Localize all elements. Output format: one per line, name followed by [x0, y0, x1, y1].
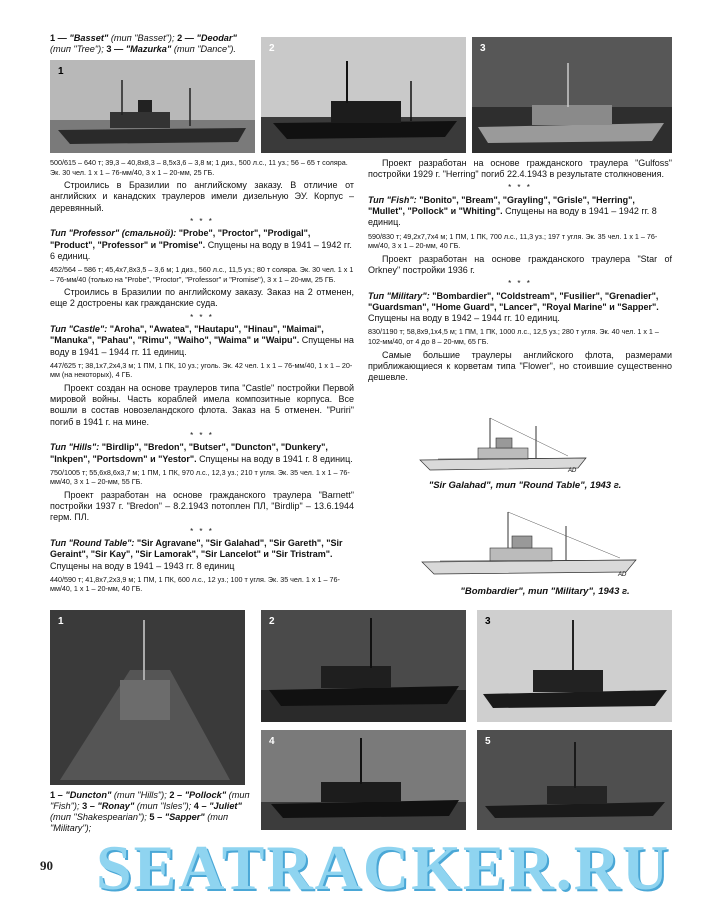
- caption-number: 2 –: [169, 790, 183, 800]
- photo-sapper: [477, 730, 672, 830]
- ship-silhouette-icon: [50, 610, 245, 785]
- photo-ronay: [477, 610, 672, 722]
- section-divider: * * *: [190, 526, 214, 536]
- launch-info: Спущены на воду в 1941 – 1942 гг. 6 единиц.: [50, 239, 352, 261]
- heading-hills: [50, 442, 354, 464]
- artist-mark: AD: [568, 468, 577, 474]
- watermark: SEATRACKER.RU: [96, 832, 671, 903]
- photo-number: 2: [269, 43, 275, 54]
- heading-round-table: [50, 538, 354, 572]
- ship-silhouette-icon: [477, 610, 672, 722]
- ship-drawing-icon: [418, 412, 588, 474]
- caption-ship-name: "Deodar": [196, 33, 237, 43]
- ship-names: "Bonito", "Bream", "Grayling", "Grisle", "Herring", "Mullet", "Pollock" и "Whiting".: [368, 195, 635, 217]
- spec-round-table: 440/590 т; 41,8х7,2х3,9 м; 1 ПМ, 1 ПК, 600 л.с., 12 уз.; 100 т угля. Эк. 35 чел. 1 х 1 – 76-мм/40, 1 х 1 – 20-мм, 40 ГБ.: [50, 574, 340, 594]
- ship-silhouette-icon: [261, 610, 466, 722]
- ship-names: "Aroha", "Awatea", "Hautapu", "Hinau", "Maimai", "Manuka", "Pahau", "Rimu", "Waiho", "Waima" и "Waipu".: [50, 324, 324, 346]
- paragraph-basset: Строились в Бразилии по английскому заказу. В отличие от английских и канадских траулеров имели дизельную ЭУ. Корпус – деревянный.: [50, 180, 354, 213]
- drawing-caption-bombardier: "Bombardier", тип "Military", 1943 г.: [460, 586, 630, 597]
- spec-castle: 447/625 т; 38,1х7,2х4,3 м; 1 ПМ, 1 ПК, 10 уз.; уголь. Эк. 42 чел. 1 х 1 – 76-мм/40, 1 х 1 – 20-мм (на некоторых), 4 ГБ.: [50, 360, 353, 380]
- photo-basset: [50, 60, 255, 153]
- paragraph-professor: Строились в Бразилии по английскому заказу. Заказ на 2 отменен, еще 2 достроены как гражданские суда.: [50, 287, 354, 309]
- caption-ship-type: (тип "Tree");: [50, 44, 104, 54]
- artist-mark: AD: [618, 572, 627, 578]
- section-divider: * * *: [508, 183, 532, 193]
- drawing-bombardier: [420, 510, 640, 578]
- ship-silhouette-icon: [472, 37, 672, 153]
- photo-deodar: [261, 37, 466, 153]
- launch-info: Спущены на воду в 1942 – 1944 гг. 10 единиц.: [368, 313, 560, 324]
- type-label: Тип "Fish":: [368, 195, 417, 205]
- paragraph-military: Самые большие траулеры английского флота, размерами приближающиеся к корветам типа "Flower", но стоившие существенно дешевле.: [368, 349, 672, 382]
- photo-number: 4: [269, 736, 275, 747]
- caption-number: 1 —: [50, 33, 67, 43]
- photo-pollock: [261, 610, 466, 722]
- spec-military: 830/1190 т; 58,8х9,1х4,5 м; 1 ПМ, 1 ПК, 1000 л.с., 12,5 уз.; 280 т угля. Эк. 40 чел. 1 х 1 – 102-мм/40, от 4 до 8 – 20-мм, 65 ГБ.: [368, 327, 659, 346]
- caption-ship-type: (тип "Isles");: [136, 801, 192, 811]
- heading-military: [368, 291, 672, 325]
- caption-ship-type: (тип "Basset");: [110, 33, 175, 43]
- paragraph-hills: Проект разработан на основе гражданского траулера "Barnett" постройки 1937 г. "Bredon" – 8.2.1943 потоплен ПЛ, "Birdlip" – 13.6.1944 герм. ПЛ.: [50, 489, 354, 523]
- ship-names: "Sir Agravane", "Sir Galahad", "Sir Gareth", "Sir Geraint", "Sir Kay", "Sir Lamorak", "Sir Lancelot" и "Sir Tristram".: [50, 538, 343, 560]
- section-divider: * * *: [190, 216, 214, 226]
- top-photo-caption: [50, 33, 260, 55]
- type-label: Тип "Military":: [368, 290, 430, 301]
- ship-silhouette-icon: [477, 730, 672, 830]
- caption-number: 4 –: [193, 801, 207, 811]
- heading-professor: [50, 228, 354, 262]
- spec-professor: 452/564 – 586 т; 45,4х7,8х3,5 – 3,6 м; 1 диз., 560 л.с., 11,5 уз.; 80 т соляра. Эк. 30 чел. 1 х 1 – 76-мм/40 (только на "Probe", "Proctor", "Professor" и "Promise"), 3 х 1 – 20-мм, 25 ГБ.: [50, 265, 354, 284]
- right-text-column: [368, 158, 672, 386]
- launch-info: Спущены на воду в 1941 – 1942 гг. 8 единиц.: [368, 206, 657, 228]
- caption-number: 1 –: [50, 790, 63, 800]
- section-divider: * * *: [190, 312, 214, 322]
- paragraph-castle: Проект создан на основе траулеров типа "Castle" постройки Первой мировой войны. Часть кораблей имела композитные корпуса. Все вошли в состав новозеландского флота. Заказ на 5 отменен. "Puriri" погиб в 1941 г. на мине.: [50, 382, 354, 427]
- launch-info: Спущены на воду в 1941 г. 8 единиц.: [199, 453, 353, 464]
- caption-ship-name: "Mazurka": [125, 44, 172, 54]
- caption-number: 3 —: [106, 44, 124, 54]
- caption-ship-type: (тип "Shakespearian");: [50, 812, 147, 822]
- section-divider: * * *: [508, 279, 532, 289]
- photo-number: 3: [485, 616, 491, 627]
- caption-ship-type: (тип "Fish");: [50, 790, 250, 811]
- ship-drawing-icon: [420, 510, 640, 578]
- drawing-sir-galahad: [418, 412, 588, 474]
- photo-number: 1: [58, 66, 64, 77]
- photo-number: 2: [269, 616, 275, 627]
- type-label: Тип "Round Table":: [50, 538, 135, 549]
- type-label: Тип "Hills":: [50, 442, 100, 453]
- caption-ship-name: "Basset": [69, 33, 109, 43]
- ship-silhouette-icon: [261, 37, 466, 153]
- ship-names: "Birdlip", "Bredon", "Butser", "Duncton", "Dunkery", "Inkpen", "Portsdown" и "Yestor".: [50, 442, 328, 464]
- spec-fish: 590/830 т; 49,2х7,7х4 м; 1 ПМ, 1 ПК, 700 л.с., 11,3 уз.; 197 т угля. Эк. 35 чел. 1 х 1 – 76-мм/40, 3 х 1 – 20-мм, 40 ГБ.: [368, 231, 658, 251]
- caption-number: 5 –: [149, 812, 163, 822]
- photo-mazurka: [472, 37, 672, 153]
- caption-ship-name: "Duncton": [65, 790, 112, 800]
- page-number: 90: [40, 858, 53, 873]
- ship-silhouette-icon: [261, 730, 466, 830]
- drawing-caption-sir-galahad: "Sir Galahad", тип "Round Table", 1943 г.: [428, 480, 622, 491]
- paragraph-fish: Проект разработан на основе гражданского траулера "Star of Orkney" постройки 1936 г.: [368, 253, 672, 275]
- caption-ship-type: (тип "Dance").: [173, 44, 236, 54]
- caption-number: 3 –: [82, 801, 95, 811]
- photo-number: 1: [58, 616, 64, 627]
- paragraph-gulfoss: Проект разработан на основе гражданского траулера "Gulfoss" постройки 1929 г. "Herring" погиб 22.4.1943 в результате столкновения.: [368, 158, 672, 180]
- caption-ship-name: "Juliet": [209, 801, 242, 811]
- photo-juliet: [261, 730, 466, 830]
- heading-fish: [368, 195, 672, 229]
- spec-basset: 500/615 – 640 т; 39,3 – 40,8х8,3 – 8,5х3,6 – 3,8 м; 1 диз., 500 л.с., 11 уз.; 56 – 65 т соляра. Эк. 30 чел. 1 х 1 – 76-мм/40, 3 х 1 – 20-мм, 25 ГБ.: [50, 158, 348, 177]
- photo-number: 3: [480, 43, 486, 54]
- section-divider: * * *: [190, 430, 214, 440]
- caption-ship-type: (тип "Hills");: [113, 790, 167, 800]
- left-text-column: [50, 158, 354, 597]
- photo-duncton: [50, 610, 245, 785]
- ship-names: "Bombardier", "Coldstream", "Fusilier", "Grenadier", "Guardsman", "Home Guard", "Lancer", "Royal Marine" и "Sapper".: [368, 290, 659, 312]
- spec-hills: 750/1005 т; 55,6х8,6х3,7 м; 1 ПМ, 1 ПК, 970 л.с., 12,3 уз.; 210 т угля. Эк. 35 чел. 1 х 1 – 76-мм/40, 3 х 1 – 20-мм, 55 ГБ.: [50, 467, 350, 487]
- launch-info: Спущены на воду в 1941 – 1944 гг. 11 единиц.: [50, 335, 354, 357]
- type-label: Тип "Castle":: [50, 324, 108, 335]
- caption-ship-name: "Ronay": [97, 801, 135, 811]
- photo-number: 5: [485, 736, 491, 747]
- bottom-photo-caption: [50, 790, 255, 834]
- caption-ship-name: "Pollock": [184, 790, 227, 800]
- caption-number: 2 —: [177, 33, 194, 43]
- ship-silhouette-icon: [50, 60, 255, 153]
- type-label: Тип "Professor" (стальной):: [50, 228, 177, 239]
- heading-castle: [50, 324, 354, 358]
- ship-names: "Probe", "Proctor", "Prodigal", "Product", "Professor" и "Promise".: [50, 228, 311, 250]
- caption-ship-type: (тип "Military");: [50, 812, 229, 833]
- caption-ship-name: "Sapper": [164, 812, 205, 822]
- launch-info: Спущены на воду в 1941 – 1943 гг. 8 единиц: [50, 560, 235, 571]
